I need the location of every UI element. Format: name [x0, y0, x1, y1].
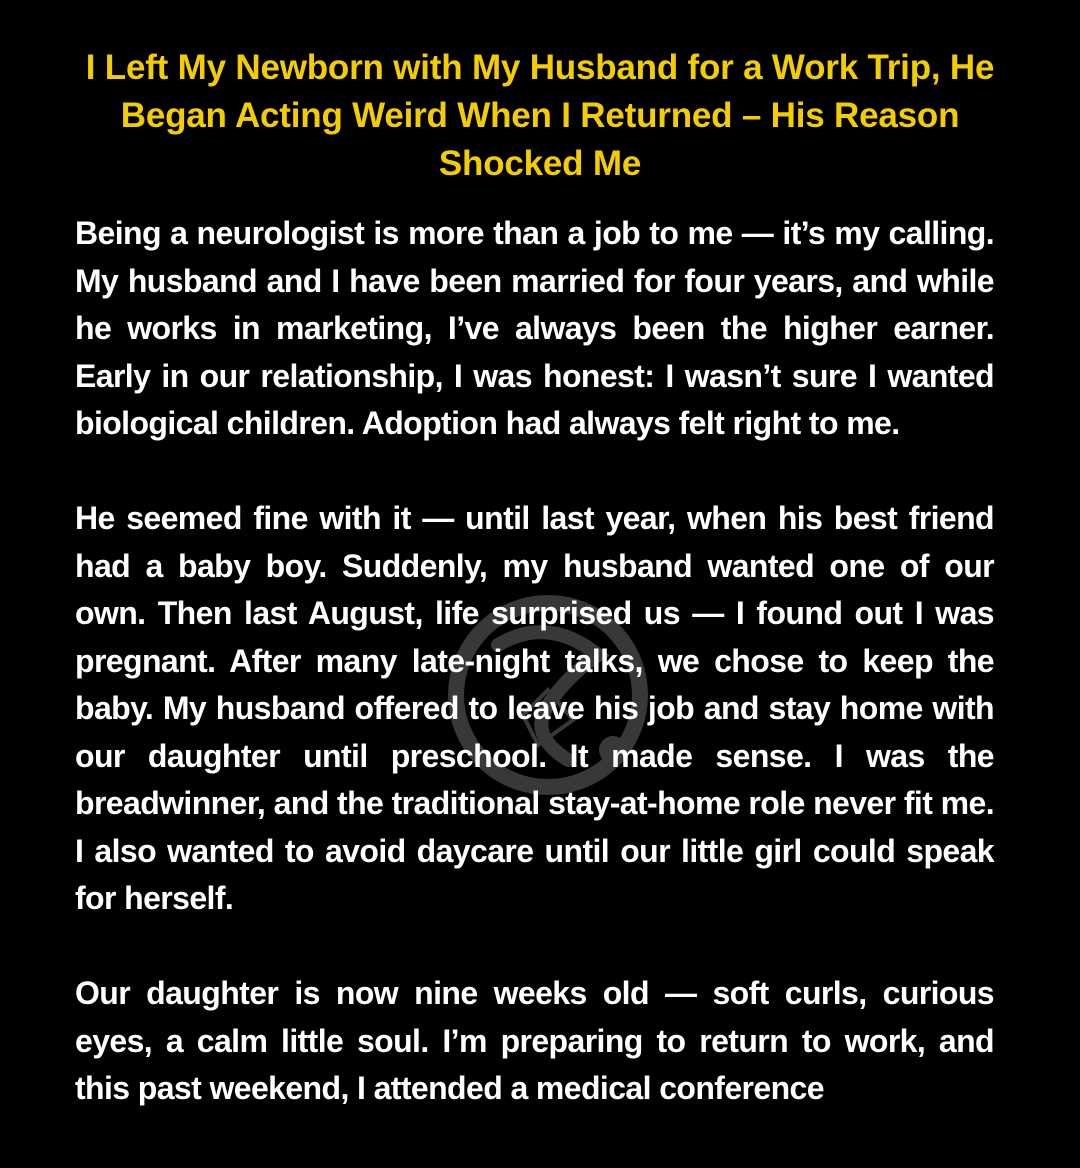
article-title: I Left My Newborn with My Husband for a Work Trip, He Began Acting Weird When I Returned – His Reason Shocked Me: [85, 48, 995, 183]
article-paragraph-2: He seemed fine with it — until last year, when his best friend had a baby boy. Suddenly, my husband wanted one of our own. Then last August, life surprised us — I found out I was pregnant. After many late-night talks, we chose to keep the baby. My husband offered to leave his job and stay home with our daughter until preschool. It made sense. I was the breadwinner, and the traditional stay-at-home role never fit me. I also wanted to avoid daycare until our little girl could speak for herself.: [75, 500, 994, 916]
article-paragraph-3: Our daughter is now nine weeks old — soft curls, curious eyes, a calm little soul. I’m preparing to return to work, and this past weekend, I attended a medical conference: [75, 975, 994, 1106]
article-paragraph-1: Being a neurologist is more than a job to me — it’s my calling. My husband and I have been married for four years, and while he works in marketing, I’ve always been the higher earner. Early in our relationship, I was honest: I wasn’t sure I wanted biological children. Adoption had always felt right to me.: [75, 215, 994, 441]
article-body: [75, 210, 994, 1160]
